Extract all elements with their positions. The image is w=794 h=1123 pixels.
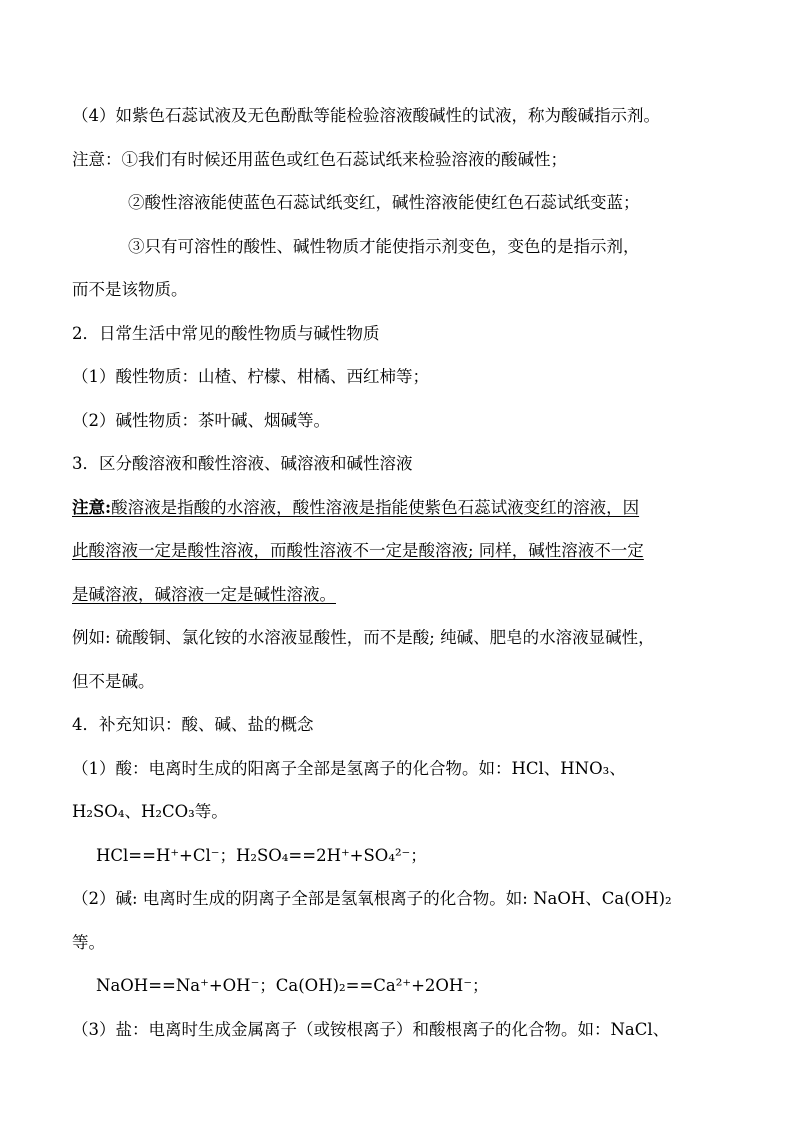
note-item-3-continued: 而不是该物质。 <box>72 280 188 299</box>
section-heading-2: 2．日常生活中常见的酸性物质与碱性物质 <box>72 324 380 343</box>
section-heading-4: 4．补充知识：酸、碱、盐的概念 <box>72 715 314 734</box>
example-line-2: 但不是碱。 <box>72 672 155 691</box>
note-item-3: ③只有可溶性的酸性、碱性物质才能使指示剂变色，变色的是指示剂， <box>128 237 640 256</box>
note-item-1: 注意：①我们有时候还用蓝色或红色石蕊试纸来检验溶液的酸碱性； <box>72 150 567 169</box>
note-distinguish-line-1 <box>72 496 724 520</box>
note-item-2: ②酸性溶液能使蓝色石蕊试纸变红，碱性溶液能使红色石蕊试纸变蓝； <box>128 193 640 212</box>
note-distinguish-line-2: 此酸溶液一定是酸性溶液，而酸性溶液不一定是酸溶液; 同样，碱性溶液不一定 <box>72 541 644 560</box>
note-label: 注意: <box>72 498 112 517</box>
note-distinguish-text: 酸溶液是指酸的水溶液，酸性溶液是指能使紫色石蕊试液变红的溶液，因 <box>111 498 640 517</box>
base-definition-continued: 等。 <box>72 933 105 952</box>
example-line-1: 例如: 硫酸铜、氯化铵的水溶液显酸性，而不是酸; 纯碱、肥皂的水溶液显碱性， <box>72 628 655 647</box>
acid-definition: （1）酸：电离时生成的阳离子全部是氢离子的化合物。如：HCl、HNO₃、 <box>72 759 626 778</box>
salt-definition: （3）盐：电离时生成金属离子（或铵根离子）和酸根离子的化合物。如：NaCl、 <box>72 1020 670 1039</box>
base-ionization-equations: NaOH==Na⁺+OH⁻；Ca(OH)₂==Ca²⁺+2OH⁻； <box>96 976 489 995</box>
basic-substances: （2）碱性物质：茶叶碱、烟碱等。 <box>72 411 330 430</box>
base-definition: （2）碱: 电离时生成的阴离子全部是氢氧根离子的化合物。如: NaOH、Ca(OH)₂ <box>72 889 672 908</box>
acid-ionization-equations: HCl==H⁺+Cl⁻；H₂SO₄==2H⁺+SO₄²⁻； <box>96 846 427 865</box>
note-distinguish-line-3: 是碱溶液，碱溶液一定是碱性溶液。 <box>72 585 336 604</box>
paragraph-indicator-definition: （4）如紫色石蕊试液及无色酚酞等能检验溶液酸碱性的试液，称为酸碱指示剂。 <box>72 106 660 125</box>
acid-examples: H₂SO₄、H₂CO₃等。 <box>72 802 228 821</box>
section-heading-3: 3．区分酸溶液和酸性溶液、碱溶液和碱性溶液 <box>72 454 413 473</box>
acidic-substances: （1）酸性物质：山楂、柠檬、柑橘、西红柿等； <box>72 367 429 386</box>
